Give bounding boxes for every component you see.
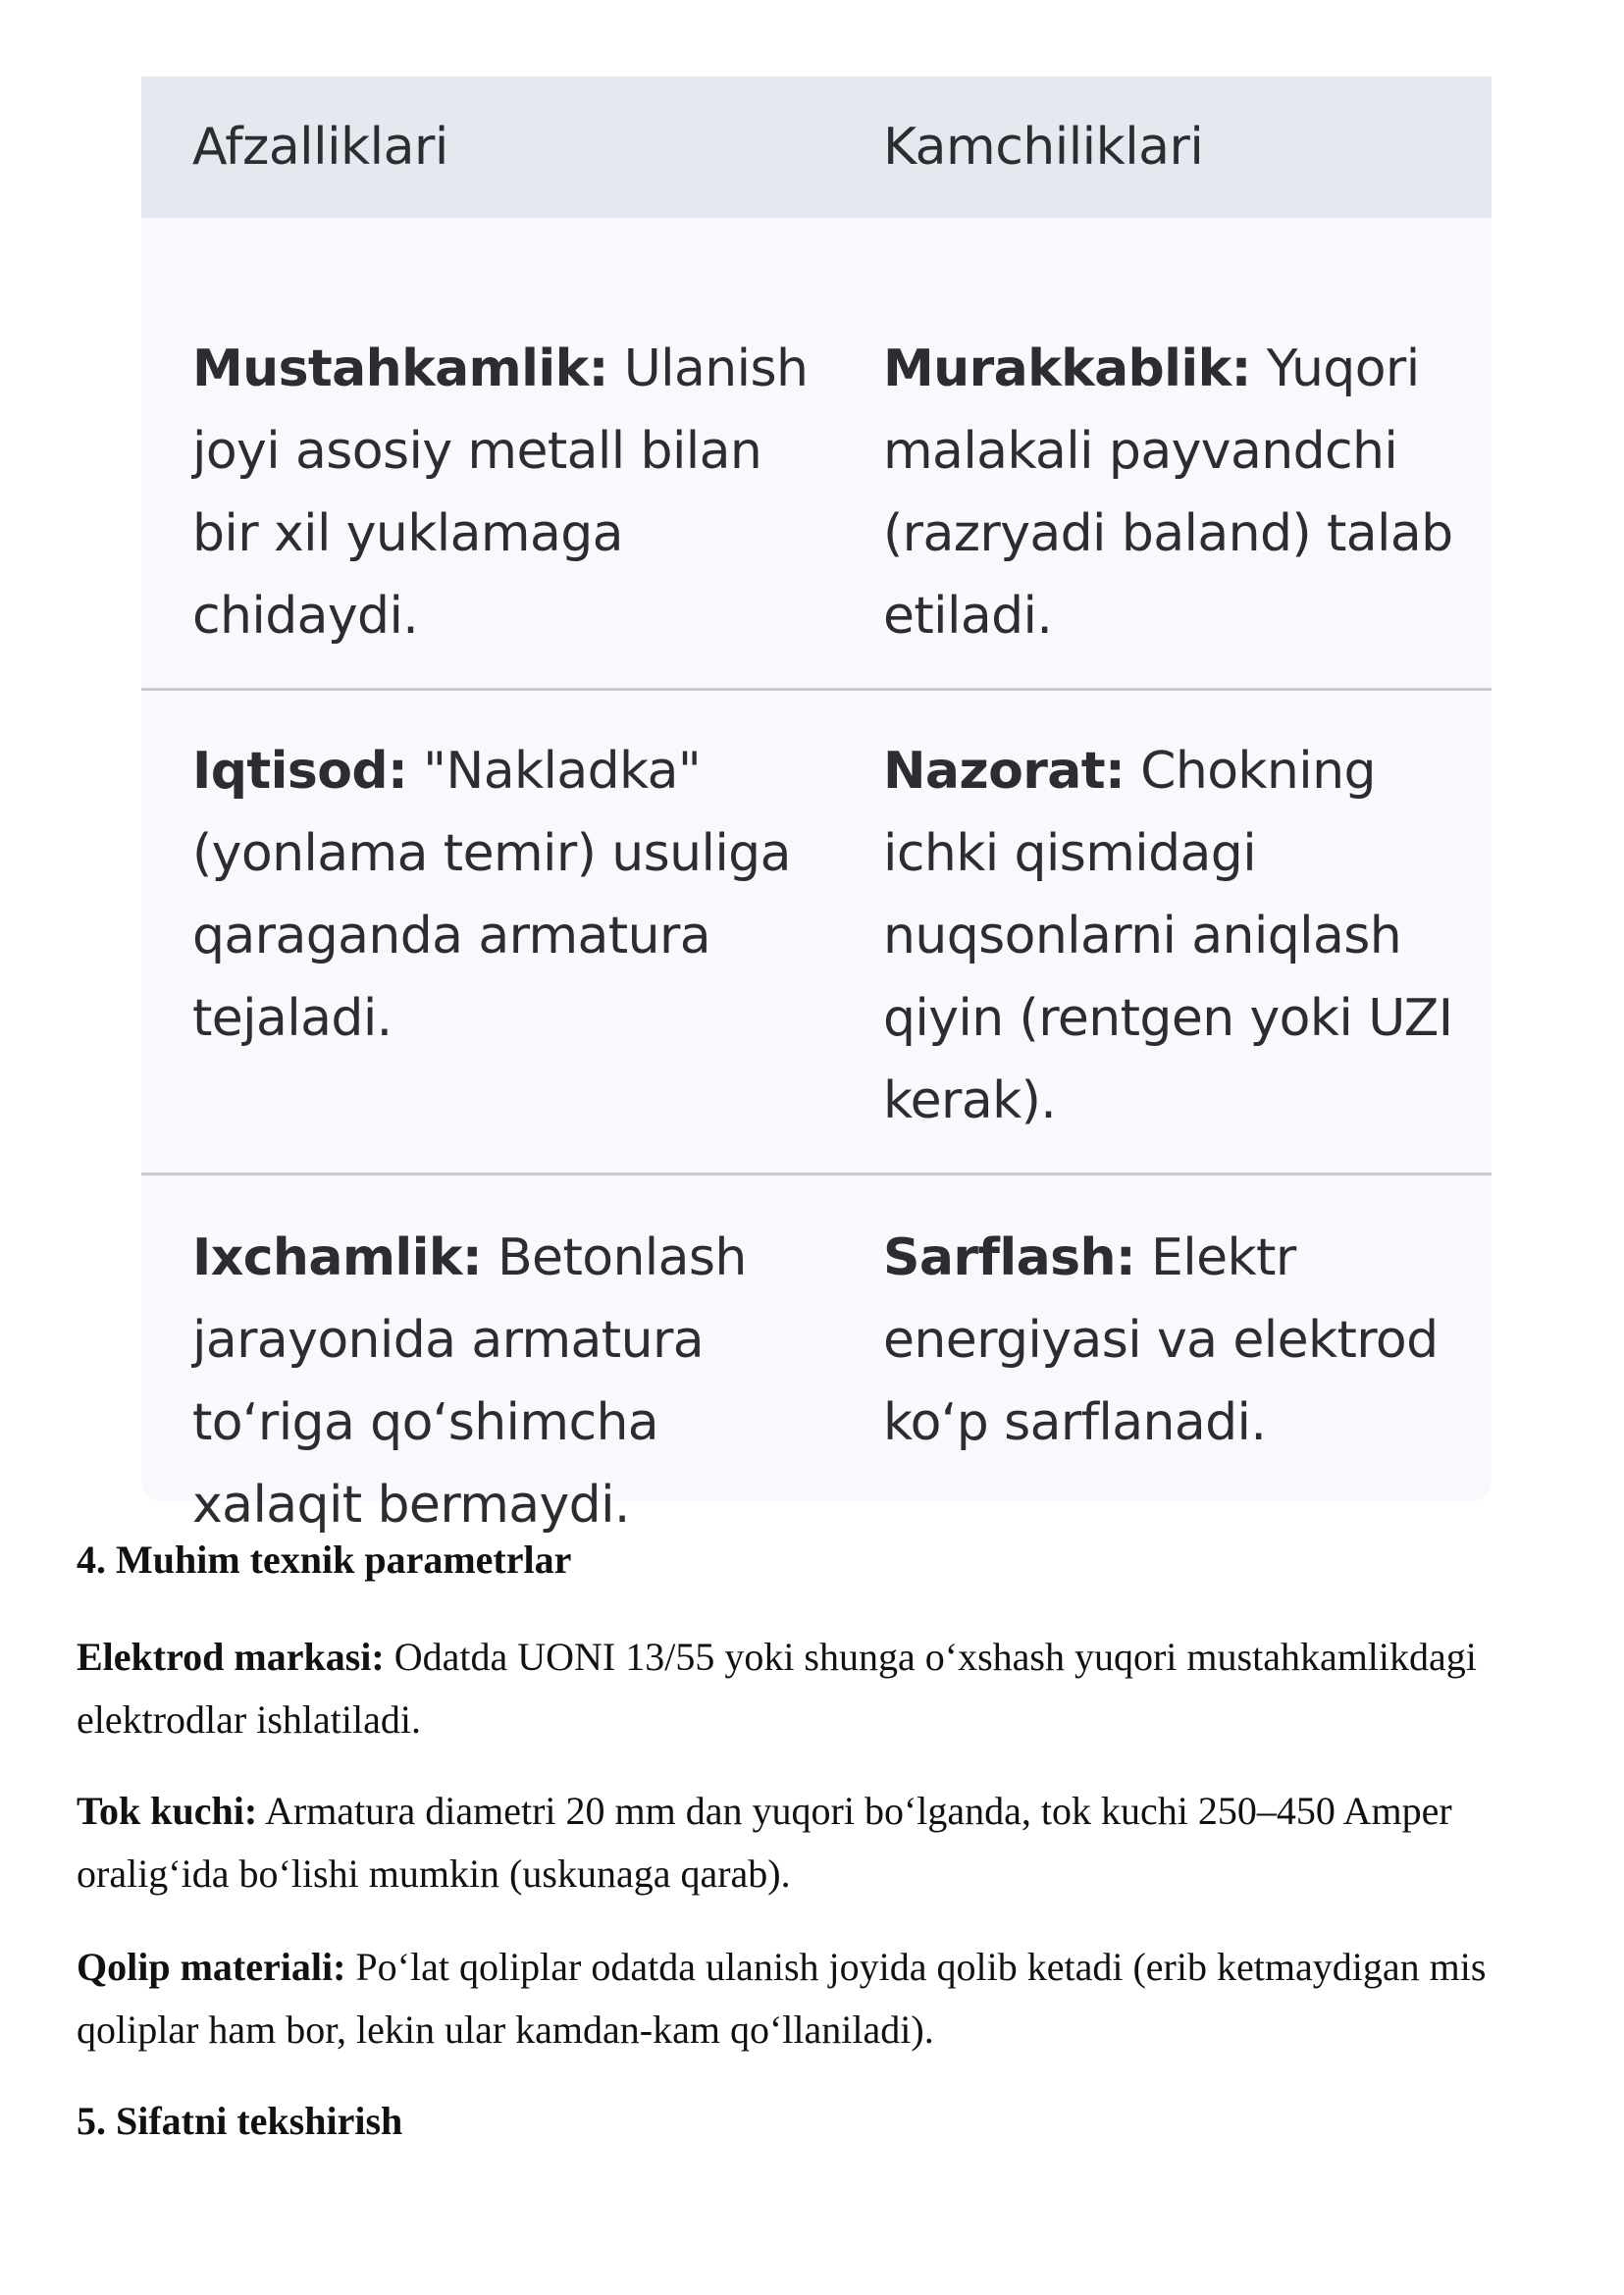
table-row [141, 691, 1492, 1175]
cell-term: Nazorat: [883, 742, 1126, 801]
table-row [141, 1177, 1492, 1535]
cell-text: Ulanish joyi asosiy metall bilan bir xil yuklamaga chidaydi. [192, 339, 809, 646]
cell-text: Yuqori malakali payvandchi (razryadi baland) talab etiladi. [883, 339, 1453, 646]
header-disadvantages: Kamchiliklari [883, 118, 1204, 177]
paragraph-term: Qolip materiali: [77, 1945, 346, 1989]
comparison-table [141, 77, 1492, 1535]
table-header-row [141, 77, 1492, 218]
paragraph [77, 1780, 1519, 1905]
advantage-cell [192, 1217, 820, 1546]
paragraph-text: Armatura diametri 20 mm dan yuqori bo‘lganda, tok kuchi 250–450 Amper oralig‘ida bo‘lishi mumkin (uskunaga qarab). [77, 1789, 1452, 1896]
cell-term: Mustahkamlik: [192, 339, 608, 398]
paragraph [77, 1626, 1519, 1751]
disadvantage-cell [883, 730, 1472, 1142]
section-heading: 4. Muhim texnik parametrlar [77, 1538, 572, 1582]
cell-text: Elektr energiyasi va elektrod ko‘p sarflanadi. [883, 1228, 1439, 1452]
disadvantage-cell [883, 328, 1472, 657]
cell-text: Chokning ichki qismidagi nuqsonlarni aniqlash qiyin (rentgen yoki UZI kerak). [883, 742, 1453, 1130]
paragraph [77, 1936, 1519, 2061]
disadvantage-cell [883, 1217, 1472, 1464]
cell-term: Sarflash: [883, 1228, 1136, 1287]
cell-term: Murakkablik: [883, 339, 1251, 398]
advantage-cell [192, 328, 820, 657]
paragraph-term: Tok kuchi: [77, 1789, 258, 1833]
section-heading: 5. Sifatni tekshirish [77, 2099, 403, 2143]
paragraph-term: Elektrod markasi: [77, 1635, 385, 1679]
paragraph-text: Po‘lat qoliplar odatda ulanish joyida qolib ketadi (erib ketmaydigan mis qoliplar ham bor, lekin ular kamdan-kam qo‘llaniladi). [77, 1945, 1487, 2052]
paragraph-text: Odatda UONI 13/55 yoki shunga o‘xshash yuqori mustahkamlikdagi elektrodlar ishlatiladi. [77, 1635, 1477, 1742]
table-row [141, 218, 1492, 689]
cell-text: Betonlash jarayonida armatura to‘riga qo‘shimcha xalaqit bermaydi. [192, 1228, 747, 1535]
advantage-cell [192, 730, 820, 1060]
cell-text: "Nakladka" (yonlama temir) usuliga qaraganda armatura tejaladi. [192, 742, 791, 1048]
cell-term: Iqtisod: [192, 742, 408, 801]
row-divider [141, 1173, 1492, 1175]
cell-term: Ixchamlik: [192, 1228, 483, 1287]
header-advantages: Afzalliklari [192, 118, 448, 177]
